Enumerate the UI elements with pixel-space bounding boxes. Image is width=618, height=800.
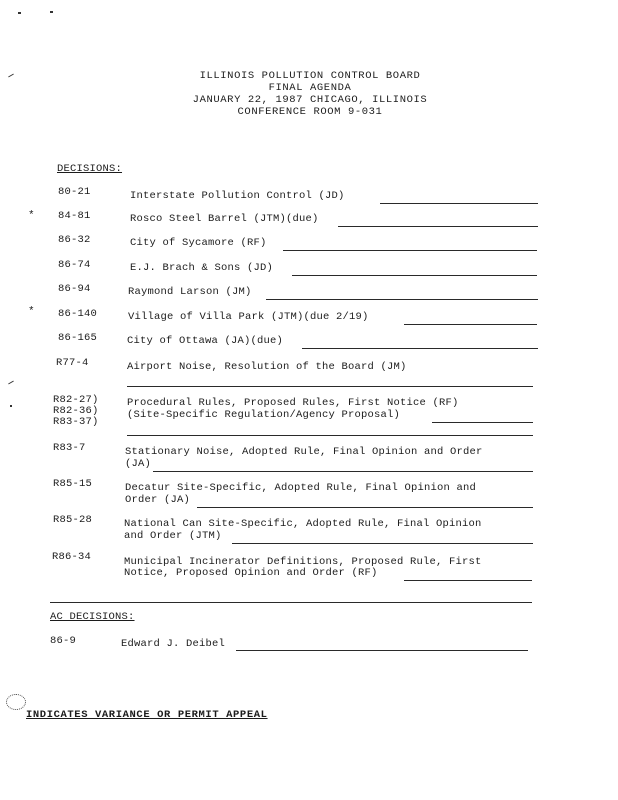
item-title: Village of Villa Park (JTM)(due 2/19) bbox=[128, 311, 369, 323]
agenda-title: FINAL AGENDA bbox=[268, 82, 352, 94]
signature-line bbox=[404, 324, 537, 325]
separator-line bbox=[50, 602, 532, 603]
signature-line bbox=[338, 226, 538, 227]
signature-line bbox=[404, 580, 532, 581]
item-title: Airport Noise, Resolution of the Board (JM) bbox=[127, 361, 407, 373]
scan-speck bbox=[8, 74, 14, 78]
signature-line bbox=[380, 203, 538, 204]
docket-number: 86-74 bbox=[58, 259, 91, 271]
signature-line bbox=[127, 435, 533, 436]
docket-number: 84-81 bbox=[58, 210, 91, 222]
item-title: Decatur Site-Specific, Adopted Rule, Final Opinion and bbox=[125, 482, 477, 494]
date-location: JANUARY 22, 1987 CHICAGO, ILLINOIS bbox=[192, 94, 428, 106]
docket-number: 86-140 bbox=[58, 308, 98, 320]
scan-speck bbox=[50, 11, 53, 13]
item-title: E.J. Brach & Sons (JD) bbox=[130, 262, 274, 274]
docket-number: R82-27) bbox=[53, 394, 99, 406]
item-title: Edward J. Deibel bbox=[121, 638, 226, 650]
signature-line bbox=[153, 471, 533, 472]
item-title-cont: Order (JA) bbox=[125, 494, 191, 506]
docket-number: 80-21 bbox=[58, 186, 91, 198]
scan-speck bbox=[8, 381, 14, 385]
docket-number: R77-4 bbox=[56, 357, 89, 369]
item-title: National Can Site-Specific, Adopted Rule, Final Opinion bbox=[124, 518, 482, 530]
signature-line bbox=[292, 275, 537, 276]
item-title: City of Sycamore (RF) bbox=[130, 237, 267, 249]
item-title-cont: Notice, Proposed Opinion and Order (RF) bbox=[124, 567, 378, 579]
conference-room: CONFERENCE ROOM 9-031 bbox=[237, 106, 383, 118]
docket-number: R83-37) bbox=[53, 416, 99, 428]
docket-number: 86-32 bbox=[58, 234, 91, 246]
scan-speck bbox=[18, 12, 21, 14]
signature-line bbox=[127, 386, 533, 387]
item-title-cont: and Order (JTM) bbox=[124, 530, 222, 542]
item-title: Rosco Steel Barrel (JTM)(due) bbox=[130, 213, 319, 225]
item-title-cont: (Site-Specific Regulation/Agency Proposal) bbox=[127, 409, 401, 421]
signature-line bbox=[197, 507, 533, 508]
docket-number: R85-15 bbox=[53, 478, 93, 490]
item-title: City of Ottawa (JA)(due) bbox=[127, 335, 284, 347]
asterisk-mark bbox=[6, 694, 26, 710]
signature-line bbox=[232, 543, 533, 544]
ac-decisions-heading: AC DECISIONS: bbox=[50, 611, 135, 623]
docket-number: 86-94 bbox=[58, 283, 91, 295]
signature-line bbox=[283, 250, 537, 251]
item-title-cont: (JA) bbox=[125, 458, 152, 470]
item-title: Procedural Rules, Proposed Rules, First Notice (RF) bbox=[127, 397, 459, 409]
item-title: Interstate Pollution Control (JD) bbox=[130, 190, 345, 202]
docket-number: 86-9 bbox=[50, 635, 77, 647]
docket-number: R86-34 bbox=[52, 551, 92, 563]
signature-line bbox=[266, 299, 538, 300]
docket-number: R82-36) bbox=[53, 405, 99, 417]
board-name: ILLINOIS POLLUTION CONTROL BOARD bbox=[199, 70, 421, 82]
variance-asterisk: * bbox=[28, 306, 35, 318]
item-title: Municipal Incinerator Definitions, Proposed Rule, First bbox=[124, 556, 482, 568]
variance-asterisk: * bbox=[28, 210, 35, 222]
signature-line bbox=[432, 422, 533, 423]
scan-speck bbox=[10, 405, 12, 407]
footnote: INDICATES VARIANCE OR PERMIT APPEAL bbox=[26, 709, 268, 721]
signature-line bbox=[302, 348, 538, 349]
decisions-heading: DECISIONS: bbox=[57, 163, 123, 175]
docket-number: R85-28 bbox=[53, 514, 93, 526]
docket-number: 86-165 bbox=[58, 332, 98, 344]
item-title: Stationary Noise, Adopted Rule, Final Opinion and Order bbox=[125, 446, 483, 458]
docket-number: R83-7 bbox=[53, 442, 86, 454]
item-title: Raymond Larson (JM) bbox=[128, 286, 252, 298]
signature-line bbox=[236, 650, 528, 651]
